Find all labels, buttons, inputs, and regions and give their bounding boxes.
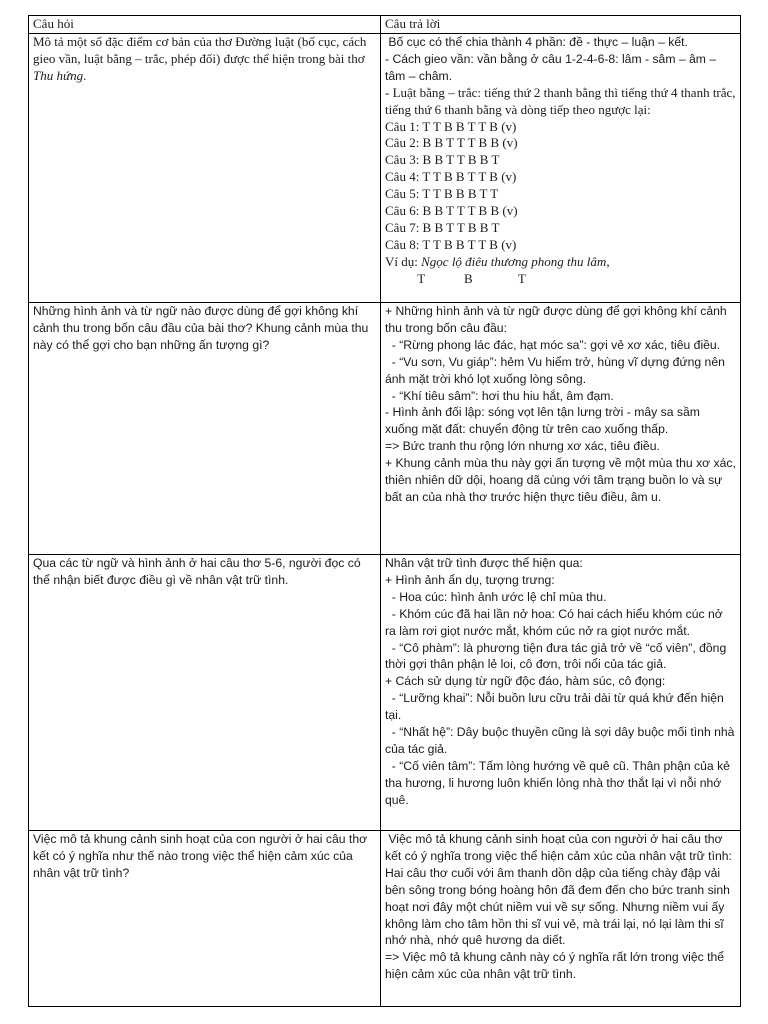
answer-line: - “Cố viên tâm”: Tấm lòng hướng về quê cũ. Thân phận của kẻ tha hương, li hương luôn khiến lòng nhà thơ thắt lại vì nỗi nhớ quê. xyxy=(385,758,734,807)
answer-rhyme: - Cách gieo vần: vần bằng ở câu 1-2-4-6-8: lâm - sâm – âm – tâm – châm. xyxy=(385,51,720,83)
tone-line: Câu 1: T T B B T T B (v) xyxy=(385,118,517,134)
tone-line: Câu 8: T T B B T T B (v) xyxy=(385,236,517,252)
example-verse: Ngọc lộ điêu thương phong thu lâm xyxy=(421,253,607,269)
question-cell xyxy=(29,303,381,555)
table-row xyxy=(29,303,741,555)
answer-line: Việc mô tả khung cảnh sinh hoạt của con người ở hai câu thơ kết có ý nghĩa trong việc thể hiện cảm xúc của nhân vật trữ tình: Hai câu thơ cuối với âm thanh dồn dập của tiếng chày đập vải bên sông trong bóng hoàng hôn đã đem đến cho bức tranh sinh hoạt nơi đây một chút niềm vui về sự sống. Nhưng niềm vui ấy không làm cho tâm hồn thi sĩ vui vẻ, mà trái lại, nó lại làm thi sĩ nhớ nhà, nhớ quê hương da diết. xyxy=(385,832,736,948)
tone-line: Câu 5: T T B B B T T xyxy=(385,186,499,202)
answer-line: - “Nhất hệ”: Dây buộc thuyền cũng là sợi dây buộc mối tình nhà của tác giả. xyxy=(385,725,738,756)
answer-line: - Hình ảnh đối lập: sóng vọt lên tận lưng trời - mây sa sầm xuống mặt đất: chuyển động từ trên cao xuống thấp. xyxy=(385,405,704,437)
table-row xyxy=(29,34,741,303)
answer-cell xyxy=(381,831,741,1007)
answer-cell xyxy=(381,555,741,831)
table-row xyxy=(29,555,741,831)
answer-line: - “Lưỡng khai”: Nỗi buồn lưu cữu trải dài từ quá khứ đến hiện tại. xyxy=(385,691,728,723)
question-cell xyxy=(29,555,381,831)
poem-title: Thu hứng xyxy=(33,67,84,83)
answer-cell xyxy=(381,303,741,555)
question-text: Qua các từ ngữ và hình ảnh ở hai câu thơ 5-6, người đọc có thể nhận biết được điều gì về nhân vật trữ tình. xyxy=(33,556,361,587)
question-text: Những hình ảnh và từ ngữ nào được dùng để gợi không khí cảnh thu trong bốn câu đầu của bài thơ? Khung cảnh mùa thu này có thể gợi cho bạn những ấn tượng gì? xyxy=(33,304,369,352)
answer-line: - “Cô phàm”: là phương tiện đưa tác giả trở về “cố viên”, đồng thời gợi thân phận lẻ loi, cô đơn, trôi nổi của tác giả. xyxy=(385,640,730,672)
answer-line: + Hình ảnh ẩn dụ, tượng trưng: xyxy=(385,572,555,587)
qa-table xyxy=(28,15,741,1007)
header-row xyxy=(29,16,741,34)
question-text: Mô tả một số đặc điểm cơ bản của thơ Đường luật (bố cục, cách gieo vần, luật bằng – trắc, phép đối) được thể hiện trong bài thơ xyxy=(33,34,367,66)
tone-line: Câu 3: B B T T B B T xyxy=(385,152,500,168)
example-line xyxy=(385,254,736,271)
answer-line: + Những hình ảnh và từ ngữ được dùng để gợi không khí cảnh thu trong bốn câu đầu: xyxy=(385,304,731,335)
table-row xyxy=(29,831,741,1007)
header-question: Câu hỏi xyxy=(29,16,381,34)
tone-line: Câu 6: B B T T T B B (v) xyxy=(385,203,518,219)
answer-line: + Khung cảnh mùa thu này gợi ấn tượng về một mùa thu xơ xác, thiên nhiên dữ dội, hoang dã cùng với tâm trạng buồn lo và sự bất an của nhà thơ trước hiện thực tiêu điều, âm u. xyxy=(385,456,740,504)
answer-line: => Việc mô tả khung cảnh này có ý nghĩa rất lớn trong việc thể hiện cảm xúc của nhân vật trữ tình. xyxy=(385,950,728,982)
tone-line: Câu 7: B B T T B B T xyxy=(385,219,500,235)
answer-line: Nhân vật trữ tình được thể hiện qua: xyxy=(385,556,583,570)
header-answer: Câu trả lời xyxy=(381,16,741,34)
example-tones: T B T xyxy=(385,270,526,286)
answer-structure: Bố cục có thể chia thành 4 phần: đề - thực – luận – kết. xyxy=(385,35,688,49)
answer-line: - “Rừng phong lác đác, hạt móc sa”: gợi vẻ xơ xác, tiêu điều. xyxy=(385,337,721,352)
answer-cell xyxy=(381,34,741,303)
question-cell xyxy=(29,34,381,303)
tone-line: Câu 4: T T B B T T B (v) xyxy=(385,169,517,185)
answer-line: - “Khí tiêu sâm”: hơi thu hiu hắt, âm đạm. xyxy=(385,388,614,403)
example-comma: , xyxy=(606,253,610,269)
answer-line: => Bức tranh thu rộng lớn nhưng xơ xác, tiêu điều. xyxy=(385,439,660,454)
answer-line: - Hoa cúc: hình ảnh ước lệ chỉ mùa thu. xyxy=(385,589,607,604)
answer-line: - “Vu sơn, Vu giáp”: hẻm Vu hiểm trở, hùng vĩ dựng đứng nên ánh mặt trời khó lọt xuống lòng sông. xyxy=(385,354,729,386)
answer-line: + Cách sử dụng từ ngữ độc đáo, hàm súc, cô đọng: xyxy=(385,674,666,689)
question-cell xyxy=(29,831,381,1007)
question-suffix: . xyxy=(83,67,87,83)
example-label: Ví dụ: xyxy=(385,253,422,269)
answer-tone-rule: - Luật bằng – trắc: tiếng thứ 2 thanh bằng thì tiếng thứ 4 thanh trắc, tiếng thứ 6 thanh bằng và dòng tiếp theo ngược lại: xyxy=(385,84,739,117)
question-text: Việc mô tả khung cảnh sinh hoạt của con người ở hai câu thơ kết có ý nghĩa như thế nào trong việc thể hiện cảm xúc của nhân vật trữ tình? xyxy=(33,832,368,880)
answer-line: - Khóm cúc đã hai lần nở hoa: Có hai cách hiểu khóm cúc nở ra làm rơi giọt nước mắt, khóm cúc nở ra giọt nước mắt. xyxy=(385,606,727,638)
tone-line: Câu 2: B B T T T B B (v) xyxy=(385,135,518,151)
